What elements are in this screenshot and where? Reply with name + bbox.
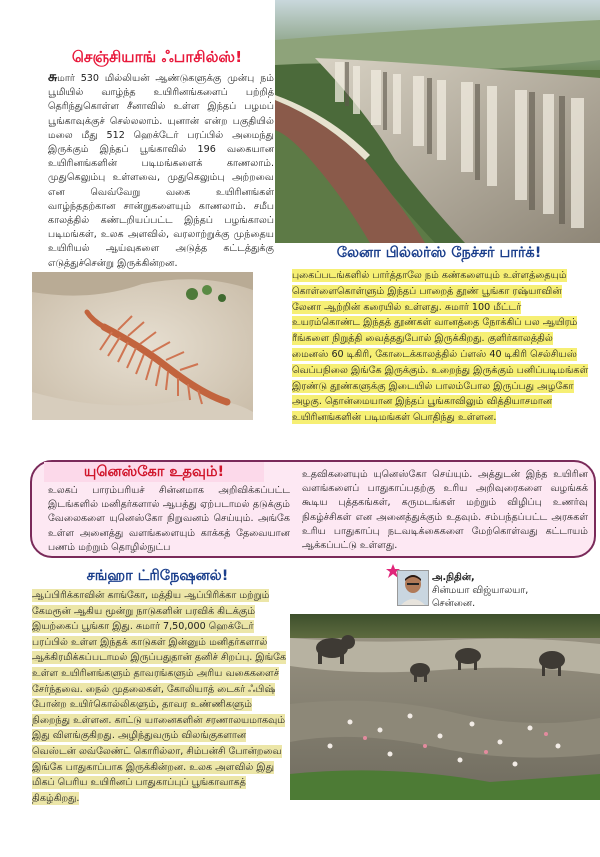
unesco-heading: யுனெஸ்கோ உதவும்! xyxy=(44,462,264,482)
lena-heading: லேனா பில்லர்ஸ் நேச்சர் பார்க்! xyxy=(336,245,542,261)
author-name: அ.நிதின், xyxy=(432,572,475,583)
fossil-illustration xyxy=(32,272,253,420)
sangha-body: ஆப்பிரிக்காவின் காங்கோ, மத்திய ஆப்பிரிக்கா மற்றும் கேமரூன் ஆகிய மூன்று நாடுகளின் பரவிக் கிடக்கும் இயற்கைப் பூங்கா இது. சுமார் 7,50,000 ஹெக்டேர் பரப்பில் உள்ள இந்தக் காடுகள் இன்னும் மனிதர்களால் ஆக்கிரமிக்கப்படாமல் இருப்பதுதான் தனிச் சிறப்பு. இங்கே உள்ள உயிரினங்களும் தாவரங்களும் அரிய வகைகளைச் சேர்ந்தவை. நைல் முதலைகள், கோலியாத் டைகர் ஃபிஷ் போன்ற உயிர்கொல்லிகளும், தாவர உண்ணிகளும் நிறைந்து உள்ளன. காட்டு யானைகளின் சரணாலயமாகவும் இது விளங்குகிறது. அழிந்துவரும் விலங்குகளான வெஸ்டன் லவ்லேண்ட் கொரில்லா, சிம்பன்சி போன்றவை இங்கே பாதுகாப்பாக இருக்கின்றன. உலக அளவில் இது மிகப் பெரிய உயிரினப் பாதுகாப்புப் பூங்காவாகத் திகழ்கிறது. xyxy=(32,590,287,804)
fossils-article xyxy=(48,70,274,271)
sangha-article xyxy=(32,588,288,806)
author-info xyxy=(432,571,592,610)
sangha-paragraph xyxy=(32,588,288,806)
unesco-col2-text: உதவிகளையும் யுனெஸ்கோ செய்யும். அத்துடன் இந்த உயிரின வளங்களைப் பாதுகாப்பதற்கு உரிய அறிவுரைகளை வழங்கக் கூடிய புத்தகங்கள், கருமடங்கள் மற்றும் விழிப்பு உணர்வு நிகழ்ச்சிகள் என அனைத்துக்கும் உதவும். சம்பந்தப்பட்ட அரசுகள் உரிய பாதுகாப்பு நடவடிக்கைகளை மேற்கொள்வது கட்டாயம் ஆக்கப்பட்டு உள்ளது. xyxy=(302,469,588,552)
fossil-photo xyxy=(32,272,253,420)
fossils-dropcap: சு xyxy=(48,69,58,85)
unesco-col1-text: உலகப் பாரம்பரியச் சின்னமாக அறிவிக்கப்பட்ட இடங்களில் மனிதர்களால் ஆபத்து ஏற்படாமல் தடுக்கும் வேலைகளை யுனெஸ்கோ நிறுவனம் செய்யும். அங்கே உள்ள அனைத்து வளங்களையும் காக்கத் தேவையான பணம் மற்றும் தொழில்நுட்ப xyxy=(48,485,290,553)
lena-body: புகைப்படங்களில் பார்த்தாலே நம் கண்களையும் உள்ளத்தையும் கொள்ளைகொள்ளும் இந்தப் பாறைத் தூண் பூங்கா ரஷ்யாவின் லேனா ஆற்றின் கரையில் உள்ளது. சுமார் 100 மீட்டர் உயரம்கொண்ட இந்தத் தூண்கள் வானத்தை நோக்கிப் பல ஆயிரம் ரீங்களை நிறுத்தி வைத்ததுபோல் இருக்கிறது. குளிர்காலத்தில் மைனஸ் 60 டிகிரி, கோடைக்காலத்தில் ப்ளஸ் 40 டிகிரி செல்சியஸ் வெப்பநிலை இங்கே இருக்கும். உறைந்து இருக்கும் பனிப்படிமங்கள் இரண்டு தூண்களுக்கு இடையில் பாலம்போல இருப்பது அழகோ அழகு. தொன்மையான இந்தப் பூங்காவிலும் வித்தியாசமான உயிரினங்களின் படிமங்கள் பொதிந்து உள்ளன. xyxy=(292,270,589,424)
wildlife-illustration xyxy=(290,614,600,800)
lena-article xyxy=(292,268,592,426)
fossils-paragraph xyxy=(48,70,274,271)
lena-pillars-illustration xyxy=(275,0,600,243)
unesco-column-2 xyxy=(302,468,588,553)
author-school: சின்மயா விஜ்யாலயா, xyxy=(432,585,529,596)
fossils-heading: செஞ்சியாங் ஃபாசில்ஸ்! xyxy=(71,48,243,66)
fossils-body: மார் 530 மில்லியன் ஆண்டுகளுக்கு முன்பு நம் பூமியில் வாழ்ந்த உயிரினங்களைப் பற்றித் தெரிந்துகொள்ள சீனாவில் உள்ள இந்தப் பழமப் பூங்காவுக்குச் செல்லலாம். யுனான் என்ற பகுதியில் மலை மீது 512 ஹெக்டேர் பரப்பில் அமைந்து இருக்கும் இந்தப் பூங்காவில் 196 வகையான உயிரினங்களின் படிமங்களைக் காணலாம். முதுகெலும்பு உள்ளவை, முதுகெலும்பு அற்றவை என வெவ்வேறு வகை உயிரினங்கள் வாழ்ந்ததற்கான சான்றுகளையும் காணலாம். சமீப காலத்தில் கண்டறியப்பட்ட இந்தப் பழங்காலப் படிமங்கள், உலக அளவில், வரலாற்றுக்கு முந்தைய உயிரியல் ஆய்வுகளை அடுத்த கட்டத்துக்கு எடுத்துச்சென்று இருக்கின்றன. xyxy=(48,73,274,269)
sangha-wildlife-photo xyxy=(290,614,600,800)
author-avatar xyxy=(397,570,429,606)
lena-paragraph xyxy=(292,268,592,426)
author-city: சென்னை. xyxy=(432,598,476,609)
unesco-column-1 xyxy=(48,484,290,555)
sangha-heading: சங்ஹா ட்ரிநேஷனல்! xyxy=(86,568,229,584)
lena-pillars-photo xyxy=(275,0,600,243)
